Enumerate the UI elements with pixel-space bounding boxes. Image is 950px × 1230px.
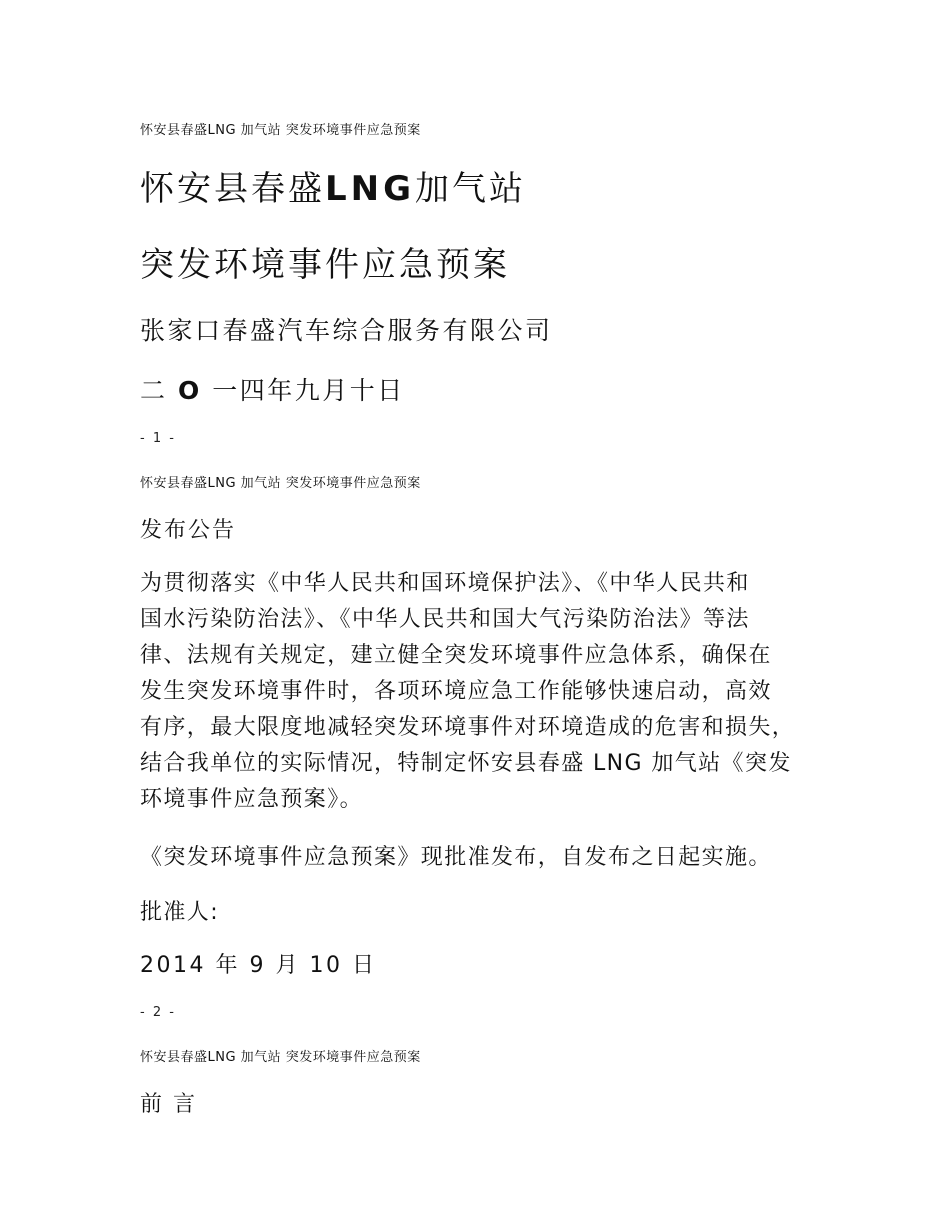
title-line-1 <box>140 169 527 209</box>
title-line-1-suffix: 加气站 <box>415 169 527 209</box>
running-header-page-2: 怀安县春盛LNG 加气站 突发环境事件应急预案 <box>140 476 421 491</box>
page-number-2: - 2 - <box>140 1005 176 1020</box>
cover-date-prefix: 二 <box>140 376 168 405</box>
paragraph-line: 发生突发环境事件时，各项环境应急工作能够快速启动，高效 <box>140 679 772 704</box>
company-name: 张家口春盛汽车综合服务有限公司 <box>140 316 553 345</box>
paragraph-line: 结合我单位的实际情况，特制定怀安县春盛 LNG 加气站《突发 <box>140 751 792 776</box>
section-heading-announcement: 发布公告 <box>140 518 237 543</box>
approver-label: 批准人: <box>140 900 220 925</box>
running-header-page-3: 怀安县春盛LNG 加气站 突发环境事件应急预案 <box>140 1050 421 1065</box>
cover-date <box>140 378 405 403</box>
cover-date-latin: O <box>177 376 202 405</box>
paragraph-line: 国水污染防治法》、《中华人民共和国大气污染防治法》等法 <box>140 607 750 632</box>
cover-date-suffix: 一四年九月十日 <box>212 376 405 405</box>
paragraph-line: 为贯彻落实《中华人民共和国环境保护法》、《中华人民共和 <box>140 571 750 596</box>
running-header-page-1: 怀安县春盛LNG 加气站 突发环境事件应急预案 <box>140 123 421 138</box>
paragraph-line: 环境事件应急预案》。 <box>140 787 364 812</box>
title-line-2: 突发环境事件应急预案 <box>140 245 510 285</box>
paragraph-line: 律、法规有关规定，建立健全突发环境事件应急体系，确保在 <box>140 643 772 668</box>
paragraph-line: 有序，最大限度地减轻突发环境事件对环境造成的危害和损失， <box>140 715 796 740</box>
announcement-paragraph <box>140 566 830 818</box>
title-line-1-latin: LNG <box>325 169 416 209</box>
page-number-1: - 1 - <box>140 431 176 446</box>
section-heading-preface: 前 言 <box>140 1092 197 1117</box>
approval-date: 2014 年 9 月 10 日 <box>140 953 377 978</box>
approval-statement: 《突发环境事件应急预案》现批准发布，自发布之日起实施。 <box>140 845 772 870</box>
title-line-1-prefix: 怀安县春盛 <box>140 169 325 209</box>
